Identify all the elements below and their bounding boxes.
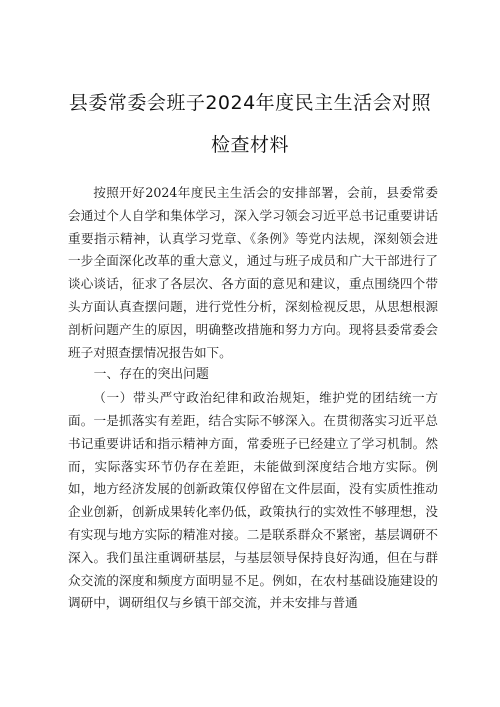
document-title-line2: 检查材料 [210,134,289,156]
section-paragraph: （一）带头严守政治纪律和政治规矩，维护党的团结统一方面。一是抓落实有差距，结合实际不够深入。在贯彻落实习近平总书记重要讲话和指示精神方面，常委班子已经建立了学习机制。然而，实际落实环节仍存在差距，未能做到深度结合地方实际。例如，地方经济发展的创新政策仅停留在文件层面，没有实质性推动企业创新，创新成果转化率仍低，政策执行的实效性不够理想，没有实现与地方实际的精准对接。二是联系群众不紧密，基层调研不深入。我们虽注重调研基层，与基层领导保持良好沟通，但在与群众交流的深度和频度方面明显不足。例如，在农村基础设施建设的调研中，调研组仅与乡镇干部交流，并未安排与普通 [68,390,438,611]
intro-paragraph: 按照开好2024年度民主生活会的安排部署，会前，县委常委会通过个人自学和集体学习，深入学习领会习近平总书记重要讲话重要指示精神，认真学习党章、《条例》等党内法规，深刻领会进一步全面深化改革的重大意义，通过与班子成员和广大干部进行了谈心谈话，征求了各层次、各方面的意见和建议，重点围绕四个带头方面认真查摆问题，进行党性分析，深刻检视反思，从思想根源剖析问题产生的原因，明确整改措施和努力方向。现将县委常委会班子对照查摆情况报告如下。 [68,185,438,360]
section-heading: 一、存在的突出问题 [93,367,209,383]
document-body [68,182,438,615]
document-title-line1: 县委常委会班子2024年度民主生活会对照 [68,92,432,114]
